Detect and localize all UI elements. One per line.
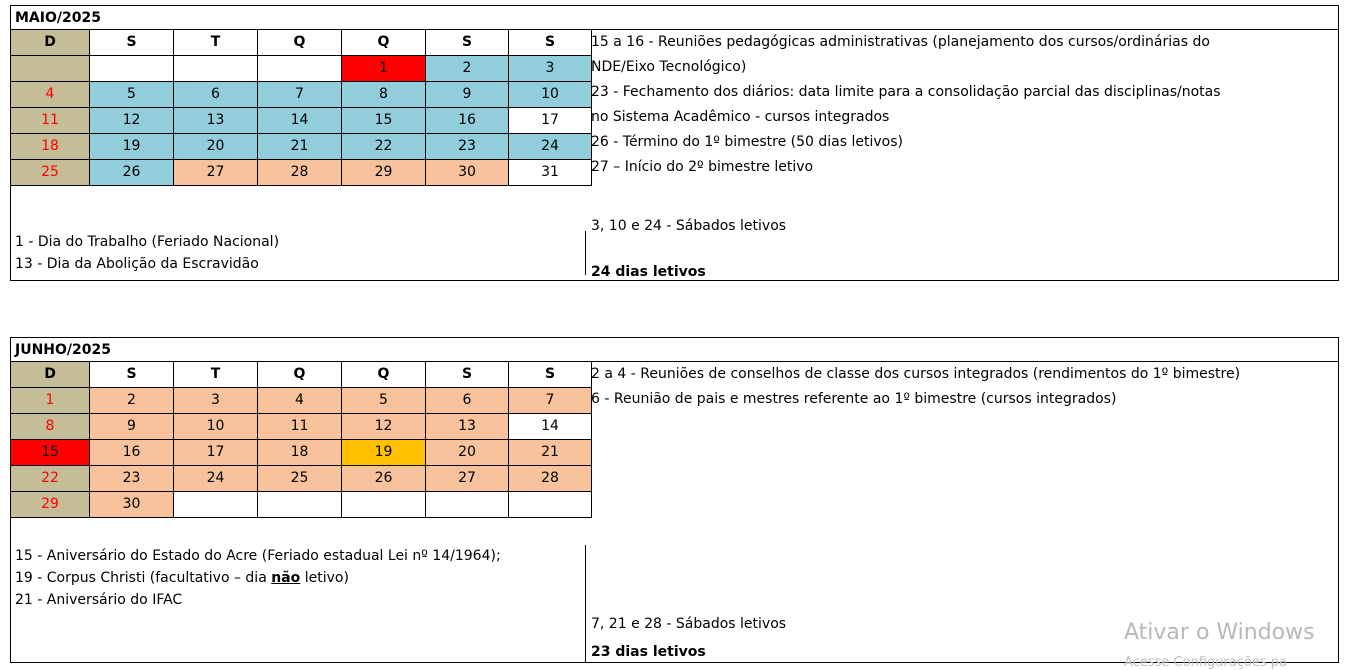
day-cell: 14: [509, 414, 592, 440]
day-cell: 6: [174, 82, 258, 108]
day-cell: 25: [258, 466, 342, 492]
event-line: 6 - Reunião de pais e mestres referente ao 1º bimestre (cursos integrados): [591, 391, 1117, 407]
weekday-header: S: [426, 362, 509, 388]
holiday-note: 15 - Aniversário do Estado do Acre (Feriado estadual Lei nº 14/1964);: [15, 548, 501, 564]
weekday-header: Q: [258, 30, 342, 56]
day-cell: 3: [509, 56, 592, 82]
day-cell: 11: [258, 414, 342, 440]
total-days: 23 dias letivos: [591, 644, 706, 660]
day-cell: 28: [509, 466, 592, 492]
day-cell: 8: [342, 82, 426, 108]
day-cell: 1: [11, 388, 90, 414]
day-cell: [174, 492, 258, 518]
weekday-header: S: [426, 30, 509, 56]
day-cell: 27: [426, 466, 509, 492]
holiday-text: letivo): [300, 570, 349, 586]
day-cell: [90, 56, 174, 82]
day-cell: 25: [11, 160, 90, 186]
day-cell: 7: [509, 388, 592, 414]
day-cell: [342, 492, 426, 518]
activation-watermark: Ativar o Windows: [1124, 620, 1315, 645]
day-cell: 10: [509, 82, 592, 108]
day-cell: 1: [342, 56, 426, 82]
week-row: [11, 388, 592, 414]
day-cell: 16: [426, 108, 509, 134]
weekday-header: Q: [342, 362, 426, 388]
day-grid: [11, 362, 592, 518]
day-cell: 31: [509, 160, 592, 186]
day-cell: 24: [509, 134, 592, 160]
day-cell: 29: [342, 160, 426, 186]
weekday-header: Q: [342, 30, 426, 56]
day-grid: [11, 30, 592, 186]
weekday-header: S: [509, 362, 592, 388]
weekday-header: T: [174, 30, 258, 56]
day-cell: 13: [426, 414, 509, 440]
day-cell: 30: [90, 492, 174, 518]
event-notes: [586, 30, 1338, 280]
day-cell: 21: [509, 440, 592, 466]
holiday-note: 21 - Aniversário do IFAC: [15, 592, 183, 608]
day-cell: 8: [11, 414, 90, 440]
day-cell: [258, 56, 342, 82]
activation-watermark-sub: Acesse Configurações pa: [1124, 655, 1287, 670]
day-cell: 28: [258, 160, 342, 186]
weekday-header: D: [11, 362, 90, 388]
event-line: NDE/Eixo Tecnológico): [591, 59, 747, 75]
holiday-text: 19 - Corpus Christi (facultativo – dia: [15, 570, 272, 586]
holiday-note: 13 - Dia da Abolição da Escravidão: [15, 256, 259, 272]
day-cell: 13: [174, 108, 258, 134]
day-cell: 5: [342, 388, 426, 414]
event-line: 2 a 4 - Reuniões de conselhos de classe dos cursos integrados (rendimentos do 1º bimestre): [591, 366, 1241, 382]
day-cell: [426, 492, 509, 518]
day-cell: 22: [342, 134, 426, 160]
month-title: MAIO/2025: [11, 6, 1338, 30]
event-line: 15 a 16 - Reuniões pedagógicas administrativas (planejamento dos cursos/ordinárias do: [591, 34, 1210, 50]
emphasis-not: não: [271, 570, 301, 586]
holiday-notes: [11, 231, 586, 275]
event-notes: [586, 362, 1338, 662]
day-cell: 12: [90, 108, 174, 134]
day-cell: 15: [11, 440, 90, 466]
day-cell: 23: [426, 134, 509, 160]
week-row: [11, 108, 592, 134]
holiday-note: 1 - Dia do Trabalho (Feriado Nacional): [15, 234, 280, 250]
day-cell: 7: [258, 82, 342, 108]
day-cell: 12: [342, 414, 426, 440]
day-cell: 18: [258, 440, 342, 466]
day-cell: 21: [258, 134, 342, 160]
day-cell: 5: [90, 82, 174, 108]
day-cell: 10: [174, 414, 258, 440]
day-cell: 26: [342, 466, 426, 492]
total-days: 24 dias letivos: [591, 264, 706, 280]
may-calendar: [10, 5, 1339, 281]
week-row: [11, 492, 592, 518]
day-cell: 18: [11, 134, 90, 160]
day-cell: 11: [11, 108, 90, 134]
week-row: [11, 160, 592, 186]
weekday-header: Q: [258, 362, 342, 388]
day-cell: 20: [426, 440, 509, 466]
week-row: [11, 134, 592, 160]
day-cell: 19: [90, 134, 174, 160]
holiday-note: [15, 567, 585, 589]
day-cell: 17: [509, 108, 592, 134]
weekday-header: S: [509, 30, 592, 56]
month-title: JUNHO/2025: [11, 338, 1338, 362]
day-cell: 15: [342, 108, 426, 134]
event-line: 26 - Término do 1º bimestre (50 dias letivos): [591, 134, 903, 150]
day-cell: 24: [174, 466, 258, 492]
event-line: 23 - Fechamento dos diários: data limite para a consolidação parcial das disciplinas/notas: [591, 84, 1221, 100]
day-cell: 19: [342, 440, 426, 466]
day-cell: 17: [174, 440, 258, 466]
day-cell: 23: [90, 466, 174, 492]
day-cell: 16: [90, 440, 174, 466]
day-cell: 27: [174, 160, 258, 186]
day-cell: 3: [174, 388, 258, 414]
day-cell: 14: [258, 108, 342, 134]
week-row: [11, 56, 592, 82]
week-row: [11, 440, 592, 466]
saturdays-note: 7, 21 e 28 - Sábados letivos: [591, 616, 787, 632]
day-cell: 2: [90, 388, 174, 414]
saturdays-note: 3, 10 e 24 - Sábados letivos: [591, 218, 787, 234]
day-cell: 30: [426, 160, 509, 186]
day-cell: 20: [174, 134, 258, 160]
june-calendar: [10, 337, 1339, 663]
day-cell: 29: [11, 492, 90, 518]
day-cell: 26: [90, 160, 174, 186]
event-line: no Sistema Acadêmico - cursos integrados: [591, 109, 890, 125]
day-cell: 22: [11, 466, 90, 492]
day-cell: [509, 492, 592, 518]
week-row: [11, 466, 592, 492]
day-cell: 2: [426, 56, 509, 82]
day-cell: [174, 56, 258, 82]
day-cell: [258, 492, 342, 518]
weekday-header: S: [90, 362, 174, 388]
day-cell: 9: [426, 82, 509, 108]
day-cell: 9: [90, 414, 174, 440]
week-row: [11, 414, 592, 440]
weekday-header: S: [90, 30, 174, 56]
day-cell: 6: [426, 388, 509, 414]
day-cell: [11, 56, 90, 82]
day-cell: 4: [258, 388, 342, 414]
holiday-notes: [11, 545, 586, 662]
weekday-header: D: [11, 30, 90, 56]
day-cell: 4: [11, 82, 90, 108]
weekday-header: T: [174, 362, 258, 388]
event-line: 27 – Início do 2º bimestre letivo: [591, 159, 814, 175]
week-row: [11, 82, 592, 108]
